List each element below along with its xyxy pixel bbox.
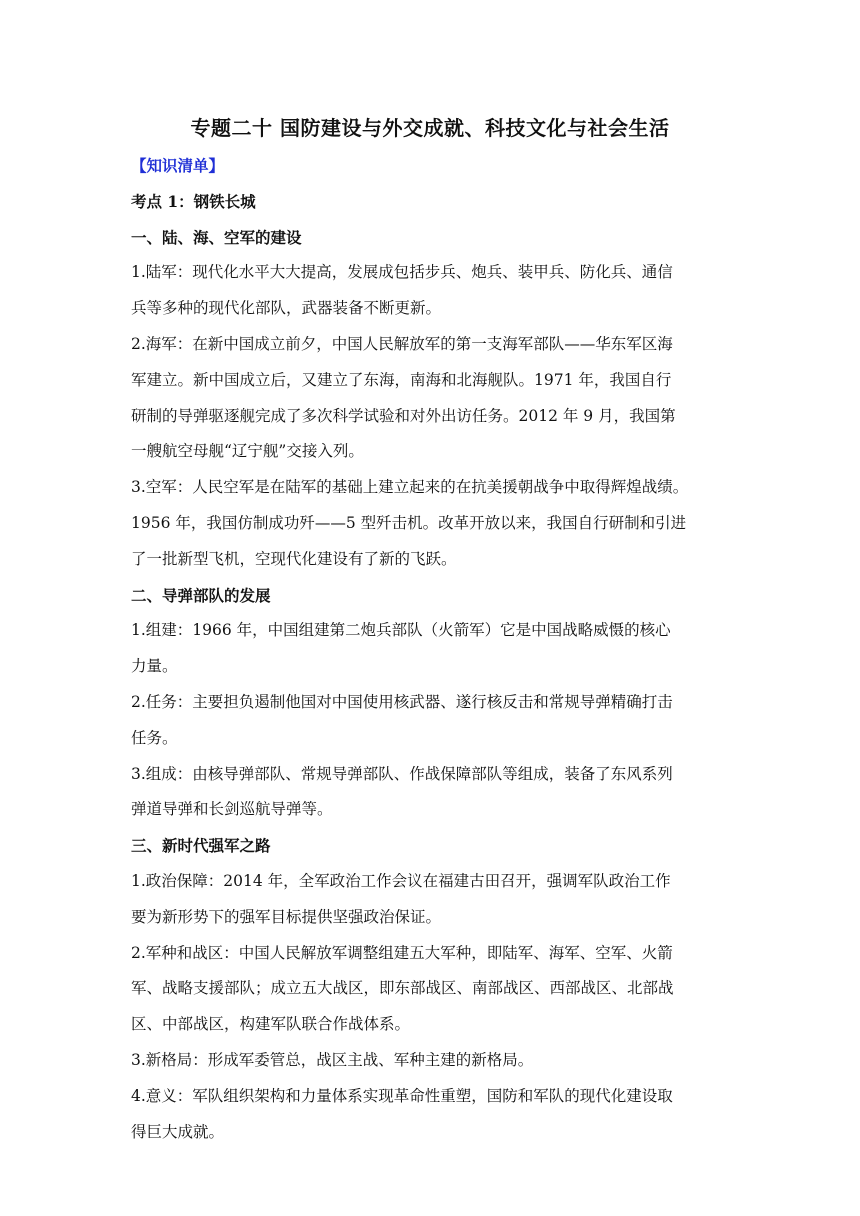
paragraph-line: 1.陆军：现代化水平大大提高，发展成包括步兵、炮兵、装甲兵、防化兵、通信 <box>131 263 673 282</box>
kaodian-heading: 考点 1：钢铁长城 <box>131 191 256 211</box>
section-label: 【知识清单】 <box>131 156 225 175</box>
paragraph-line: 了一批新型飞机，空现代化建设有了新的飞跃。 <box>131 549 457 568</box>
paragraph-line: 一艘航空母舰“辽宁舰”交接入列。 <box>131 442 364 461</box>
paragraph-line: 弹道导弹和长剑巡航导弹等。 <box>131 800 333 819</box>
paragraph-line: 2.军种和战区：中国人民解放军调整组建五大军种，即陆军、海军、空军、火箭 <box>131 943 673 962</box>
paragraph-line: 2.任务：主要担负遏制他国对中国使用核武器、遂行核反击和常规导弹精确打击 <box>131 692 673 711</box>
paragraph-line: 1.政治保障：2014 年，全军政治工作会议在福建古田召开，强调军队政治工作 <box>131 871 671 890</box>
paragraph-line: 力量。 <box>131 657 178 676</box>
paragraph-line: 军建立。新中国成立后，又建立了东海，南海和北海舰队。1971 年，我国自行 <box>131 370 672 389</box>
paragraph-line: 要为新形势下的强军目标提供坚强政治保证。 <box>131 907 442 926</box>
heading-army-navy-airforce: 一、陆、海、空军的建设 <box>131 227 302 247</box>
paragraph-line: 1956 年，我国仿制成功歼——5 型歼击机。改革开放以来，我国自行研制和引进 <box>131 513 687 532</box>
paragraph-line: 区、中部战区，构建军队联合作战体系。 <box>131 1015 411 1034</box>
paragraph-line: 1.组建：1966 年，中国组建第二炮兵部队（火箭军）它是中国战略威慑的核心 <box>131 621 671 640</box>
paragraph-line: 3.新格局：形成军委管总，战区主战、军种主建的新格局。 <box>131 1050 534 1069</box>
paragraph-line: 任务。 <box>131 728 178 747</box>
document-title: 专题二十 国防建设与外交成就、科技文化与社会生活 <box>190 116 670 140</box>
heading-new-era-military: 三、新时代强军之路 <box>131 836 271 856</box>
heading-missile-forces: 二、导弹部队的发展 <box>131 585 271 605</box>
paragraph-line: 3.空军：人民空军是在陆军的基础上建立起来的在抗美援朝战争中取得辉煌战绩。 <box>131 478 689 497</box>
paragraph-line: 4.意义：军队组织架构和力量体系实现革命性重塑，国防和军队的现代化建设取 <box>131 1086 673 1105</box>
paragraph-line: 2.海军：在新中国成立前夕，中国人民解放军的第一支海军部队——华东军区海 <box>131 334 673 353</box>
paragraph-line: 研制的导弹驱逐舰完成了多次科学试验和对外出访任务。2012 年 9 月，我国第 <box>131 406 676 425</box>
paragraph-line: 军、战略支援部队；成立五大战区，即东部战区、南部战区、西部战区、北部战 <box>131 979 674 998</box>
paragraph-line: 3.组成：由核导弹部队、常规导弹部队、作战保障部队等组成，装备了东风系列 <box>131 764 673 783</box>
paragraph-line: 得巨大成就。 <box>131 1122 225 1141</box>
paragraph-line: 兵等多种的现代化部队，武器装备不断更新。 <box>131 299 442 318</box>
document-body <box>131 148 745 1150</box>
